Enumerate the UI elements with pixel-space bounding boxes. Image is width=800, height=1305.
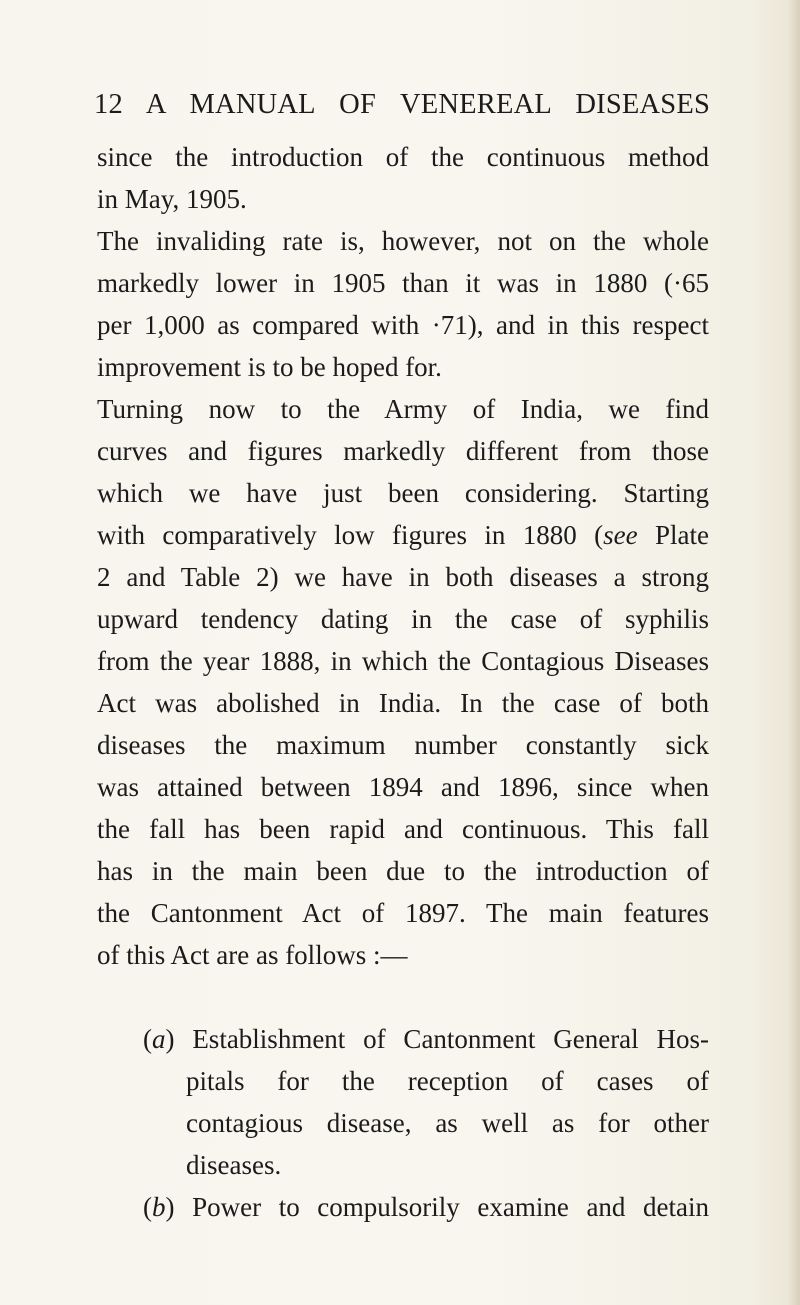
page-number: 12 (94, 89, 123, 120)
list-item-a-text: Establishment of Cantonment General Hos- (174, 1024, 709, 1054)
list-item-b-text: Power to compulsorily examine and detain (174, 1192, 709, 1222)
paragraph-3-line-8: Act was abolished in India. In the case of both (97, 688, 709, 718)
paragraph-3-line-6: upward tendency dating in the case of syphilis (97, 604, 709, 634)
paragraph-1-line-1: since the introduction of the continuous method (97, 142, 709, 172)
paragraph-3-line-10: was attained between 1894 and 1896, since when (97, 772, 709, 802)
list-item-a-line-3: contagious disease, as well as for other (186, 1108, 709, 1138)
paragraph-2-line-4: improvement is to be hoped for. (97, 352, 442, 382)
paragraph-2-line-3: per 1,000 as compared with ·71), and in this respect (97, 310, 709, 340)
paragraph-2-line-2: markedly lower in 1905 than it was in 1880 (·65 (97, 268, 709, 298)
running-header (94, 88, 710, 122)
list-item-b-line-1 (143, 1190, 709, 1224)
list-item-b-marker: (b) (143, 1192, 175, 1222)
paragraph-3-line-4-end: Plate (637, 520, 709, 550)
paragraph-3-line-12: has in the main been due to the introduction of (97, 856, 709, 886)
running-title: A MANUAL OF VENEREAL DISEASES (145, 89, 710, 120)
paragraph-3-line-4-start: with comparatively low figures in 1880 ( (97, 520, 604, 550)
paragraph-3-line-2: curves and figures markedly different from those (97, 436, 709, 466)
paragraph-3-line-14: of this Act are as follows :— (97, 940, 408, 970)
paragraph-3-line-5: 2 and Table 2) we have in both diseases a strong (97, 562, 709, 592)
paragraph-3-line-1: Turning now to the Army of India, we find (97, 394, 709, 424)
paragraph-3-line-7: from the year 1888, in which the Contagious Diseases (97, 646, 709, 676)
paragraph-3-line-13: the Cantonment Act of 1897. The main features (97, 898, 709, 928)
paragraph-3-line-3: which we have just been considering. Starting (97, 478, 709, 508)
see-reference-italic: see (603, 520, 638, 550)
list-item-a-line-2: pitals for the reception of cases of (186, 1066, 709, 1096)
paragraph-2-line-1: The invaliding rate is, however, not on the whole (97, 226, 709, 256)
paragraph-1-line-2: in May, 1905. (97, 184, 247, 214)
list-item-a-line-1 (143, 1022, 709, 1056)
paragraph-3-line-11: the fall has been rapid and continuous. This fall (97, 814, 709, 844)
paragraph-3-line-9: diseases the maximum number constantly sick (97, 730, 709, 760)
list-item-a-marker: (a) (143, 1024, 175, 1054)
list-item-a-line-4: diseases. (186, 1150, 282, 1180)
paragraph-3-line-4 (97, 518, 709, 552)
page-edge-shadow (788, 0, 800, 1305)
